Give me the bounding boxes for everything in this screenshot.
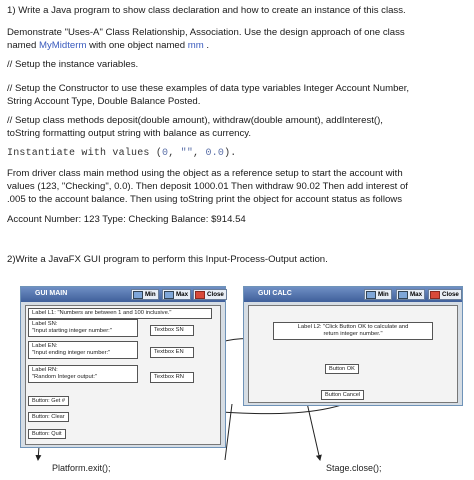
gui-calc-max-button[interactable] [396,289,425,300]
label-sn [28,319,138,337]
stage-close-text: Stage.close(); [326,463,382,473]
label-l2 [273,322,433,340]
minimize-icon [133,291,143,299]
q1-driver-line-2: values (123, "Checking", 0.0). Then deposit 1000.01 Then withdraw 90.02 Then add interest of [7,181,408,193]
gui-calc-content [248,305,458,403]
label-rn-title: Label RN: [32,367,58,373]
label-sn-title: Label SN: [32,321,58,327]
q2-heading: 2)Write a JavaFX GUI program to perform this Input-Process-Output action. [7,254,328,265]
q1-driver-line-1: From driver class main method using the object as a reference setup to start the account with [7,168,403,179]
gui-main-min-label: Min [145,291,156,298]
q1-instance-vars-comment: // Setup the instance variables. [7,59,139,70]
minimize-icon [366,291,376,299]
gui-calc-min-button[interactable] [364,289,392,300]
gui-main-close-button[interactable] [193,289,227,300]
button-ok[interactable]: Button OK [325,364,359,374]
gui-main-close-label: Close [207,291,224,298]
class-name-mymidterm: MyMidterm [39,40,87,52]
close-icon [430,291,440,299]
q1-driver-line-3: .005 to the account balance. Then using toString print the object for account status as follows [7,194,403,206]
button-get[interactable]: Button: Get # [28,396,69,406]
label-sn-text: "Input starting integer number:" [32,327,112,334]
gui-calc-min-label: Min [378,291,389,298]
label-l2-line-1: Label L2: "Click Button OK to calculate and [297,324,409,330]
gui-main-titlebar [21,287,225,302]
gui-calc-close-label: Close [442,291,459,298]
object-name-mm: mm [187,40,204,52]
gui-calc-close-button[interactable] [428,289,462,300]
gui-main-content [25,305,221,445]
code-sep-1: , [168,148,181,159]
label-l2-line-2: return integer number." [323,330,383,337]
textbox-en[interactable]: Textbox EN [150,347,194,358]
gui-calc-titlebar [244,287,462,302]
label-rn [28,365,138,383]
q1-methods-line-2: toString formatting output string with balance as currency. [7,128,252,140]
label-en-text: "Input ending integer number:" [32,349,111,356]
label-l1: Label L1: "Numbers are between 1 and 100 inclusive." [28,308,212,319]
q1-constructor-line-1: // Setup the Constructor to use these examples of data type variables Integer Account Number, [7,83,410,94]
gui-main-max-label: Max [176,291,189,298]
code-close: ). [224,148,237,159]
code-value-zero: 0 [162,148,169,159]
gui-calc-title: GUI CALC [258,290,292,297]
button-clear[interactable]: Button: Clear [28,412,69,422]
q1-heading: 1) Write a Java program to show class declaration and how to create an instance of this class. [7,5,406,16]
gui-main-window [20,286,226,448]
q1-constructor-line-2: String Account Type, Double Balance Posted. [7,96,201,108]
label-en-title: Label EN: [32,343,58,349]
q1-object-text: with one object named [86,40,188,52]
textbox-rn[interactable]: Textbox RN [150,372,194,383]
q1-methods-line-1: // Setup class methods deposit(double amount), withdraw(double amount), addInterest(), [7,115,383,126]
q1-named-text: named [7,40,39,52]
code-instantiate-text: Instantiate with values ( [7,148,163,159]
close-icon [195,291,205,299]
textbox-sn[interactable]: Textbox SN [150,325,194,336]
code-sep-2: , [193,148,206,159]
button-quit[interactable]: Button: Quit [28,429,66,439]
label-en [28,341,138,359]
code-value-empty-string: "" [180,148,194,159]
q1-period: . [203,40,210,52]
maximize-icon [164,291,174,299]
q1-demonstrate-line-1: Demonstrate "Uses-A" Class Relationship, Association. Use the design approach of one class [7,27,405,38]
gui-main-title: GUI MAIN [35,290,68,297]
gui-calc-max-label: Max [410,291,423,298]
maximize-icon [398,291,408,299]
button-cancel[interactable]: Button Cancel [321,390,364,400]
gui-calc-window [243,286,463,406]
code-value-double: 0.0 [205,148,225,159]
q1-expected-output: Account Number: 123 Type: Checking Balance: $914.54 [7,214,246,225]
label-rn-text: "Random Integer output:" [32,373,98,380]
gui-main-min-button[interactable] [131,289,159,300]
platform-exit-text: Platform.exit(); [52,463,111,473]
gui-main-max-button[interactable] [162,289,191,300]
